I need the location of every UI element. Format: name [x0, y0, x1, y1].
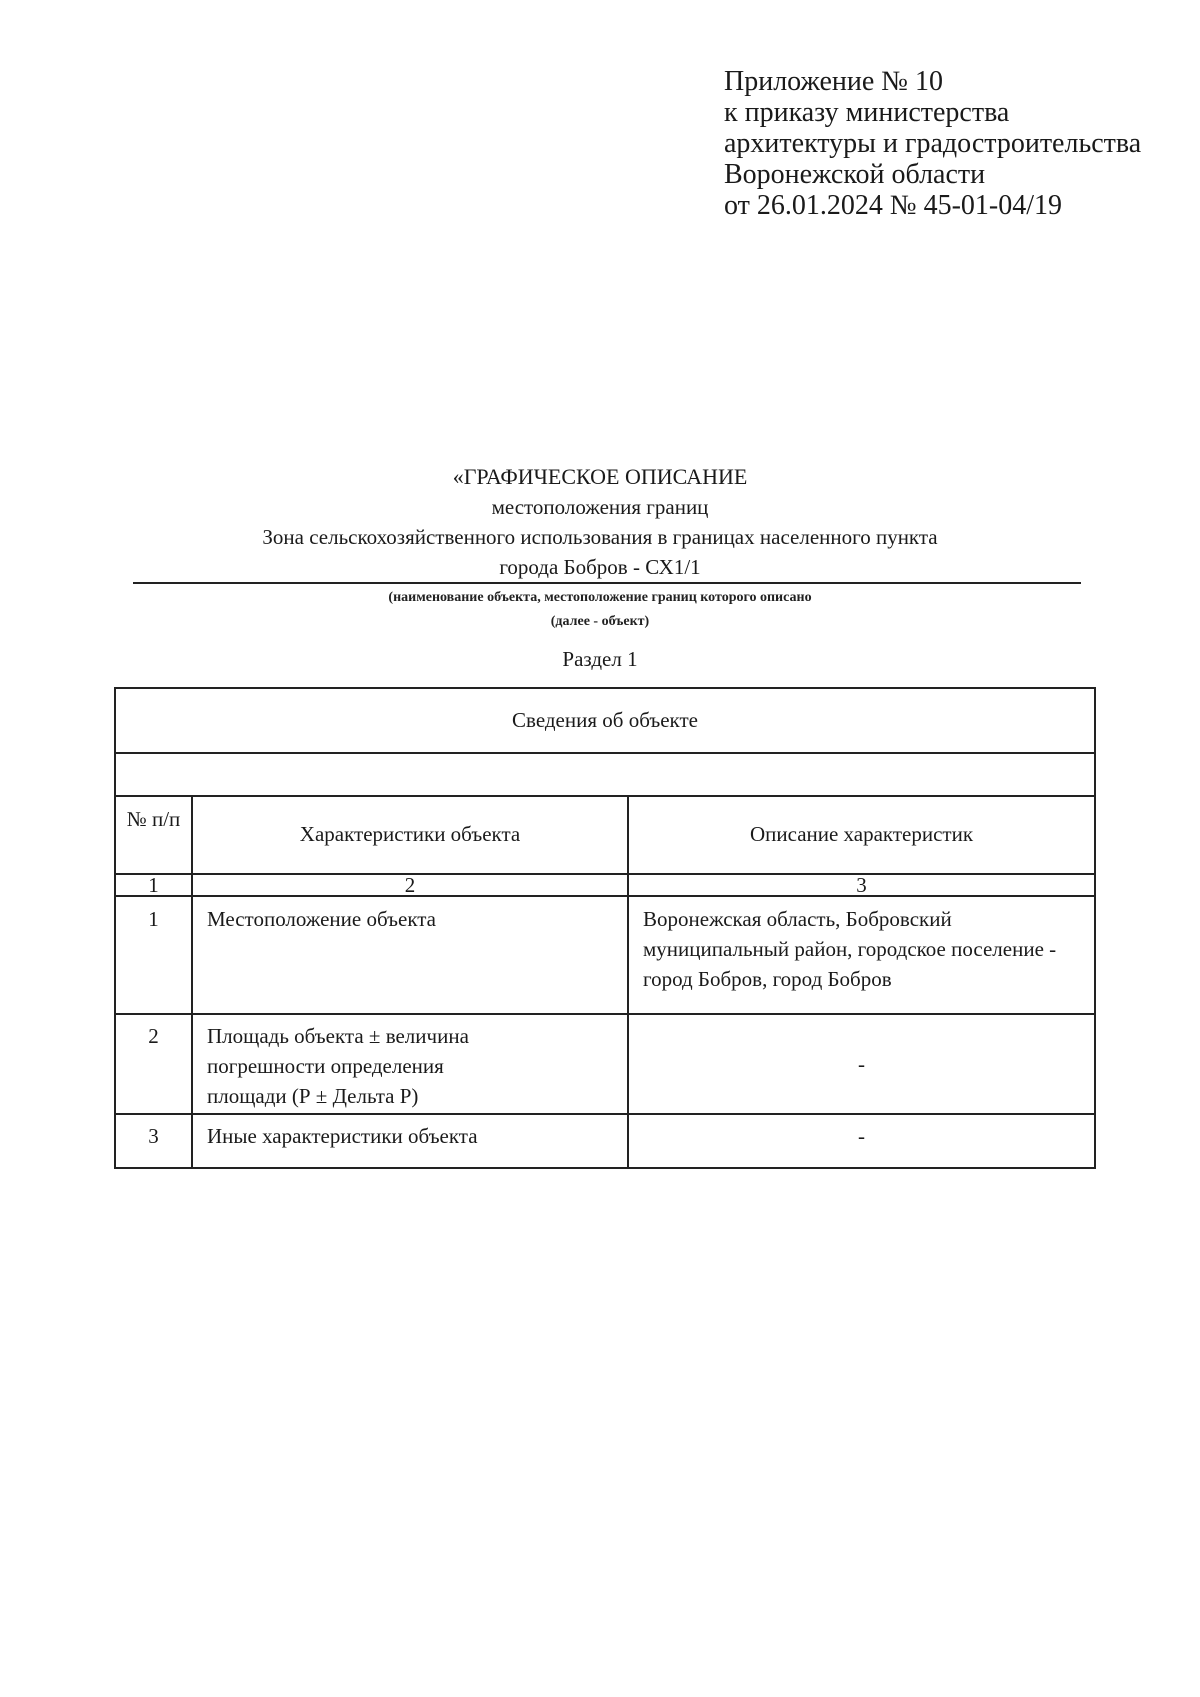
object-info-table [114, 687, 1096, 1169]
appendix-line: Воронежской области [724, 159, 986, 190]
row-characteristic: Иные характеристики объекта [207, 1124, 478, 1148]
header-characteristic: Характеристики объекта [299, 822, 521, 846]
appendix-line: к приказу министерства [724, 97, 1010, 128]
table-rule [116, 795, 1094, 797]
column-number: 1 [148, 873, 159, 897]
header-num: № п/п [126, 807, 181, 831]
title-sub: местоположения границ [491, 495, 709, 519]
row-description: - [858, 1052, 865, 1076]
caption-line2: (далее - объект) [550, 614, 650, 629]
object-name-line2: города Бобров - СХ1/1 [499, 555, 701, 579]
table-column-rule [191, 795, 193, 1169]
table-rule [116, 1013, 1094, 1015]
object-name-underline [133, 582, 1081, 584]
appendix-header [724, 66, 1141, 221]
object-caption [0, 586, 1200, 634]
column-number: 2 [404, 873, 416, 897]
section-label: Раздел 1 [562, 647, 638, 671]
row-characteristic: Площадь объекта ± величина погрешности определения площади (Р ± Дельта Р) [207, 1024, 469, 1108]
table-column-rule [627, 795, 629, 1169]
header-description: Описание характеристик [749, 822, 974, 846]
title-main: «ГРАФИЧЕСКОЕ ОПИСАНИЕ [452, 464, 748, 489]
row-num: 2 [148, 1024, 159, 1048]
appendix-line: архитектуры и градостроительства [724, 128, 1142, 159]
table-rule [116, 752, 1094, 754]
object-name-line1: Зона сельскохозяйственного использования в границах населенного пункта [262, 525, 938, 549]
row-description: - [858, 1124, 865, 1148]
table-caption: Сведения об объекте [512, 708, 698, 732]
appendix-line: Приложение № 10 [724, 66, 943, 97]
row-characteristic: Местоположение объекта [207, 907, 437, 931]
row-description: Воронежская область, Бобровский муниципальный район, городское поселение - город Бобров, город Бобров [643, 907, 1057, 991]
table-rule [116, 1113, 1094, 1115]
appendix-line: от 26.01.2024 № 45-01-04/19 [724, 190, 1063, 221]
column-number: 3 [856, 873, 867, 897]
row-num: 3 [148, 1124, 159, 1148]
row-num: 1 [148, 907, 159, 931]
caption-line1: (наименование объекта, местоположение границ которого описано [388, 590, 812, 605]
document-title [0, 462, 1200, 582]
